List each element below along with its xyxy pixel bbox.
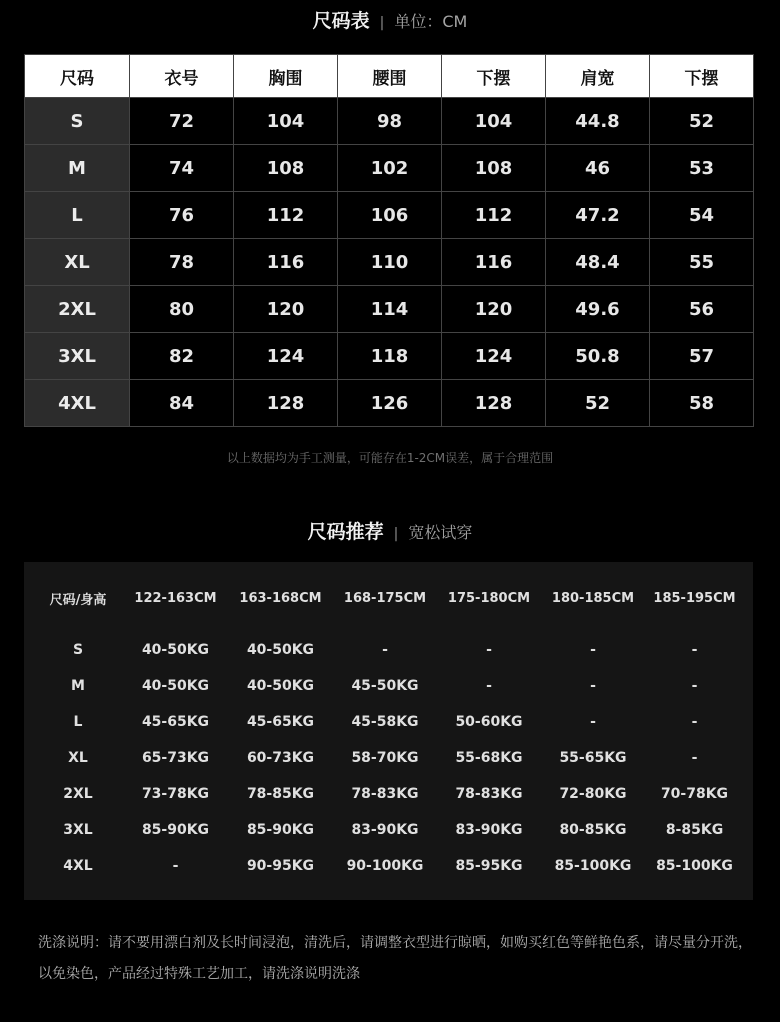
weight-cell: 45-65KG — [246, 714, 315, 730]
weight-cell: 78-83KG — [351, 786, 419, 802]
table-cell: 46 — [546, 145, 650, 192]
header-height-range: 175-180CM — [447, 590, 531, 606]
table-row — [33, 740, 744, 776]
size-cell: 3XL — [25, 333, 130, 380]
table-cell: 74 — [130, 145, 234, 192]
table-cell: 120 — [234, 286, 338, 333]
table-row — [25, 286, 754, 333]
weight-cell: 78-83KG — [455, 786, 523, 802]
table-cell: 126 — [338, 380, 442, 427]
header-height-range: 168-175CM — [343, 590, 427, 606]
table-cell: 106 — [338, 192, 442, 239]
table-cell: 49.6 — [546, 286, 650, 333]
recommend-header-row — [33, 576, 744, 620]
weight-cell: - — [382, 642, 388, 658]
table-cell: 84 — [130, 380, 234, 427]
header-hem: 下摆 — [442, 55, 546, 98]
table-cell: 124 — [442, 333, 546, 380]
weight-cell: - — [590, 642, 596, 658]
weight-cell: 40-50KG — [141, 678, 210, 694]
weight-cell: 90-100KG — [346, 858, 424, 874]
table-cell: 52 — [546, 380, 650, 427]
weight-cell: - — [691, 678, 698, 694]
weight-cell: - — [486, 678, 492, 694]
weight-cell: 80-85KG — [559, 822, 627, 838]
table-row — [33, 668, 744, 704]
table-cell: 108 — [234, 145, 338, 192]
weight-cell: 78-85KG — [246, 786, 315, 802]
weight-cell: 83-90KG — [455, 822, 523, 838]
weight-cell: - — [486, 642, 492, 658]
size-cell: XL — [68, 750, 88, 766]
weight-cell: 85-100KG — [554, 858, 632, 874]
header-hem-2: 下摆 — [650, 55, 754, 98]
weight-cell: 45-58KG — [351, 714, 419, 730]
header-garment-number: 衣号 — [130, 55, 234, 98]
fit-label: 宽松试穿 — [408, 523, 473, 542]
size-chart-heading: 尺码表 — [312, 10, 370, 32]
weight-cell: 8-85KG — [665, 822, 724, 838]
table-cell: 56 — [650, 286, 754, 333]
table-cell: 50.8 — [546, 333, 650, 380]
recommend-panel — [24, 562, 753, 900]
table-cell: 55 — [650, 239, 754, 286]
size-chart-table — [24, 54, 754, 427]
table-cell: 54 — [650, 192, 754, 239]
care-instructions: 洗涤说明：请不要用漂白剂及长时间浸泡，清洗后，请调整衣型进行晾晒，如购买红色等鲜艳色系，请尽量分开洗，以免染色，产品经过特殊工艺加工，请洗涤说明洗涤 — [38, 935, 752, 982]
table-cell: 52 — [650, 98, 754, 145]
table-row — [25, 333, 754, 380]
weight-cell: 85-100KG — [656, 858, 733, 874]
weight-cell: 60-73KG — [246, 750, 315, 766]
header-height-range: 180-185CM — [551, 590, 635, 606]
table-cell: 104 — [234, 98, 338, 145]
table-row — [25, 380, 754, 427]
table-cell: 104 — [442, 98, 546, 145]
table-cell: 112 — [234, 192, 338, 239]
table-cell: 78 — [130, 239, 234, 286]
table-cell: 72 — [130, 98, 234, 145]
weight-cell: 40-50KG — [246, 678, 315, 694]
weight-cell: - — [691, 714, 698, 730]
table-cell: 80 — [130, 286, 234, 333]
table-row — [33, 812, 744, 848]
table-cell: 44.8 — [546, 98, 650, 145]
table-cell: 76 — [130, 192, 234, 239]
table-cell: 118 — [338, 333, 442, 380]
weight-cell: 73-78KG — [141, 786, 210, 802]
table-row — [33, 848, 744, 884]
size-cell: M — [71, 678, 85, 694]
weight-cell: 85-90KG — [141, 822, 210, 838]
table-cell: 128 — [442, 380, 546, 427]
table-cell: 47.2 — [546, 192, 650, 239]
size-table-header-row — [25, 55, 754, 98]
table-cell: 53 — [650, 145, 754, 192]
table-row — [33, 776, 744, 812]
weight-cell: - — [172, 858, 179, 874]
weight-cell: 72-80KG — [559, 786, 627, 802]
table-cell: 48.4 — [546, 239, 650, 286]
weight-cell: 58-70KG — [351, 750, 419, 766]
recommend-title — [0, 517, 780, 544]
header-size: 尺码 — [25, 55, 130, 98]
table-cell: 82 — [130, 333, 234, 380]
weight-cell: 40-50KG — [141, 642, 210, 658]
weight-cell: 50-60KG — [455, 714, 523, 730]
size-cell: L — [25, 192, 130, 239]
weight-cell: 70-78KG — [660, 786, 729, 802]
header-height-range: 163-168CM — [239, 590, 322, 606]
size-cell: XL — [25, 239, 130, 286]
table-cell: 57 — [650, 333, 754, 380]
title-separator: | — [393, 526, 399, 542]
table-cell: 124 — [234, 333, 338, 380]
header-height-range: 185-195CM — [653, 590, 736, 606]
size-cell: 4XL — [25, 380, 130, 427]
size-cell: S — [25, 98, 130, 145]
size-cell: 2XL — [63, 786, 93, 802]
weight-cell: - — [590, 678, 596, 694]
header-size-height: 尺码/身高 — [49, 592, 107, 608]
weight-cell: 90-95KG — [246, 858, 315, 874]
measurement-note: 以上数据均为手工测量，可能存在1-2CM误差，属于合理范围 — [226, 451, 554, 465]
table-row — [33, 632, 744, 668]
unit-label: 单位：CM — [394, 12, 468, 31]
table-cell: 112 — [442, 192, 546, 239]
recommend-heading: 尺码推荐 — [307, 521, 384, 543]
header-shoulder: 肩宽 — [546, 55, 650, 98]
table-cell: 102 — [338, 145, 442, 192]
table-cell: 116 — [234, 239, 338, 286]
table-cell: 110 — [338, 239, 442, 286]
weight-cell: 40-50KG — [246, 642, 315, 658]
size-cell: S — [72, 642, 84, 658]
size-cell: L — [73, 714, 83, 730]
table-row — [25, 98, 754, 145]
weight-cell: - — [590, 714, 596, 730]
table-row — [25, 192, 754, 239]
table-row — [25, 145, 754, 192]
weight-cell: - — [691, 642, 698, 658]
table-cell: 120 — [442, 286, 546, 333]
weight-cell: 85-90KG — [246, 822, 315, 838]
table-row — [33, 704, 744, 740]
size-cell: 3XL — [63, 822, 93, 838]
table-cell: 98 — [338, 98, 442, 145]
table-row — [25, 239, 754, 286]
size-chart-title — [0, 6, 780, 33]
table-cell: 128 — [234, 380, 338, 427]
weight-cell: 45-50KG — [351, 678, 419, 694]
weight-cell: 83-90KG — [351, 822, 419, 838]
table-cell: 108 — [442, 145, 546, 192]
weight-cell: 65-73KG — [141, 750, 210, 766]
weight-cell: 85-95KG — [455, 858, 523, 874]
weight-cell: 45-65KG — [141, 714, 210, 730]
header-spacer — [33, 620, 744, 632]
weight-cell: - — [691, 750, 698, 766]
size-cell: 2XL — [25, 286, 130, 333]
recommend-table — [33, 576, 744, 884]
size-cell: 4XL — [63, 858, 93, 874]
table-cell: 58 — [650, 380, 754, 427]
header-chest: 胸围 — [234, 55, 338, 98]
header-height-range: 122-163CM — [134, 590, 217, 606]
title-separator: | — [379, 15, 385, 31]
table-cell: 114 — [338, 286, 442, 333]
header-waist: 腰围 — [338, 55, 442, 98]
table-cell: 116 — [442, 239, 546, 286]
weight-cell: 55-65KG — [559, 750, 627, 766]
weight-cell: 55-68KG — [455, 750, 523, 766]
size-cell: M — [25, 145, 130, 192]
